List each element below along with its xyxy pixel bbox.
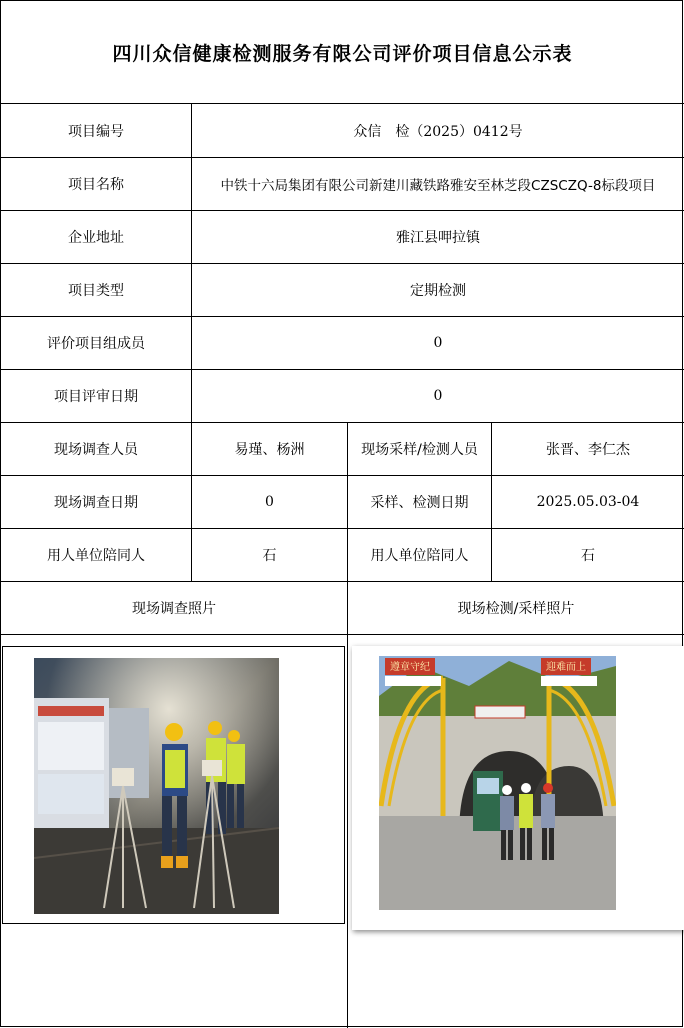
sampling-photo <box>379 656 616 910</box>
label-escort-left: 用人单位陪同人 <box>47 547 145 564</box>
value-survey-staff: 易瑾、杨洲 <box>234 441 305 458</box>
label-escort-right: 用人单位陪同人 <box>370 547 469 564</box>
value-project-name: 中铁十六局集团有限公司新建川藏铁路雅安至林芝段CZSCZQ-8标段项目 <box>220 177 656 194</box>
value-project-type: 定期检测 <box>410 282 466 299</box>
survey-photo <box>34 658 279 914</box>
tunnel-sign-right: 迎难而上 <box>546 662 586 673</box>
page-title: 四川众信健康检测服务有限公司评价项目信息公示表 <box>1 1 684 104</box>
sampling-photo-header: 现场检测/采样照片 <box>457 600 575 617</box>
label-address: 企业地址 <box>68 229 124 246</box>
value-escort-left: 石 <box>262 547 277 564</box>
label-project-no: 项目编号 <box>68 123 124 140</box>
sampling-photo-frame <box>352 646 684 930</box>
value-sampling-date: 2025.05.03-04 <box>536 493 640 510</box>
label-sampling-date: 采样、检测日期 <box>370 494 469 511</box>
label-project-name: 项目名称 <box>68 176 124 193</box>
label-project-type: 项目类型 <box>68 282 124 299</box>
value-survey-date: 0 <box>265 493 274 510</box>
tunnel-sign-left: 遵章守纪 <box>390 662 430 673</box>
value-review-date: 0 <box>433 387 443 404</box>
label-survey-staff: 现场调查人员 <box>54 441 138 458</box>
value-address: 雅江县呷拉镇 <box>396 229 480 246</box>
label-survey-date: 现场调查日期 <box>54 494 138 511</box>
survey-photo-frame <box>2 646 345 924</box>
label-sampling-staff: 现场采样/检测人员 <box>361 441 478 458</box>
value-sampling-staff: 张晋、李仁杰 <box>546 441 630 458</box>
label-review-date: 项目评审日期 <box>54 388 138 405</box>
survey-photo-header: 现场调查照片 <box>132 600 216 617</box>
value-escort-right: 石 <box>581 547 595 564</box>
label-members: 评价项目组成员 <box>47 335 145 352</box>
row-divider <box>1 634 684 635</box>
value-project-no: 众信 检（2025）0412号 <box>353 123 523 140</box>
value-members: 0 <box>433 334 443 351</box>
